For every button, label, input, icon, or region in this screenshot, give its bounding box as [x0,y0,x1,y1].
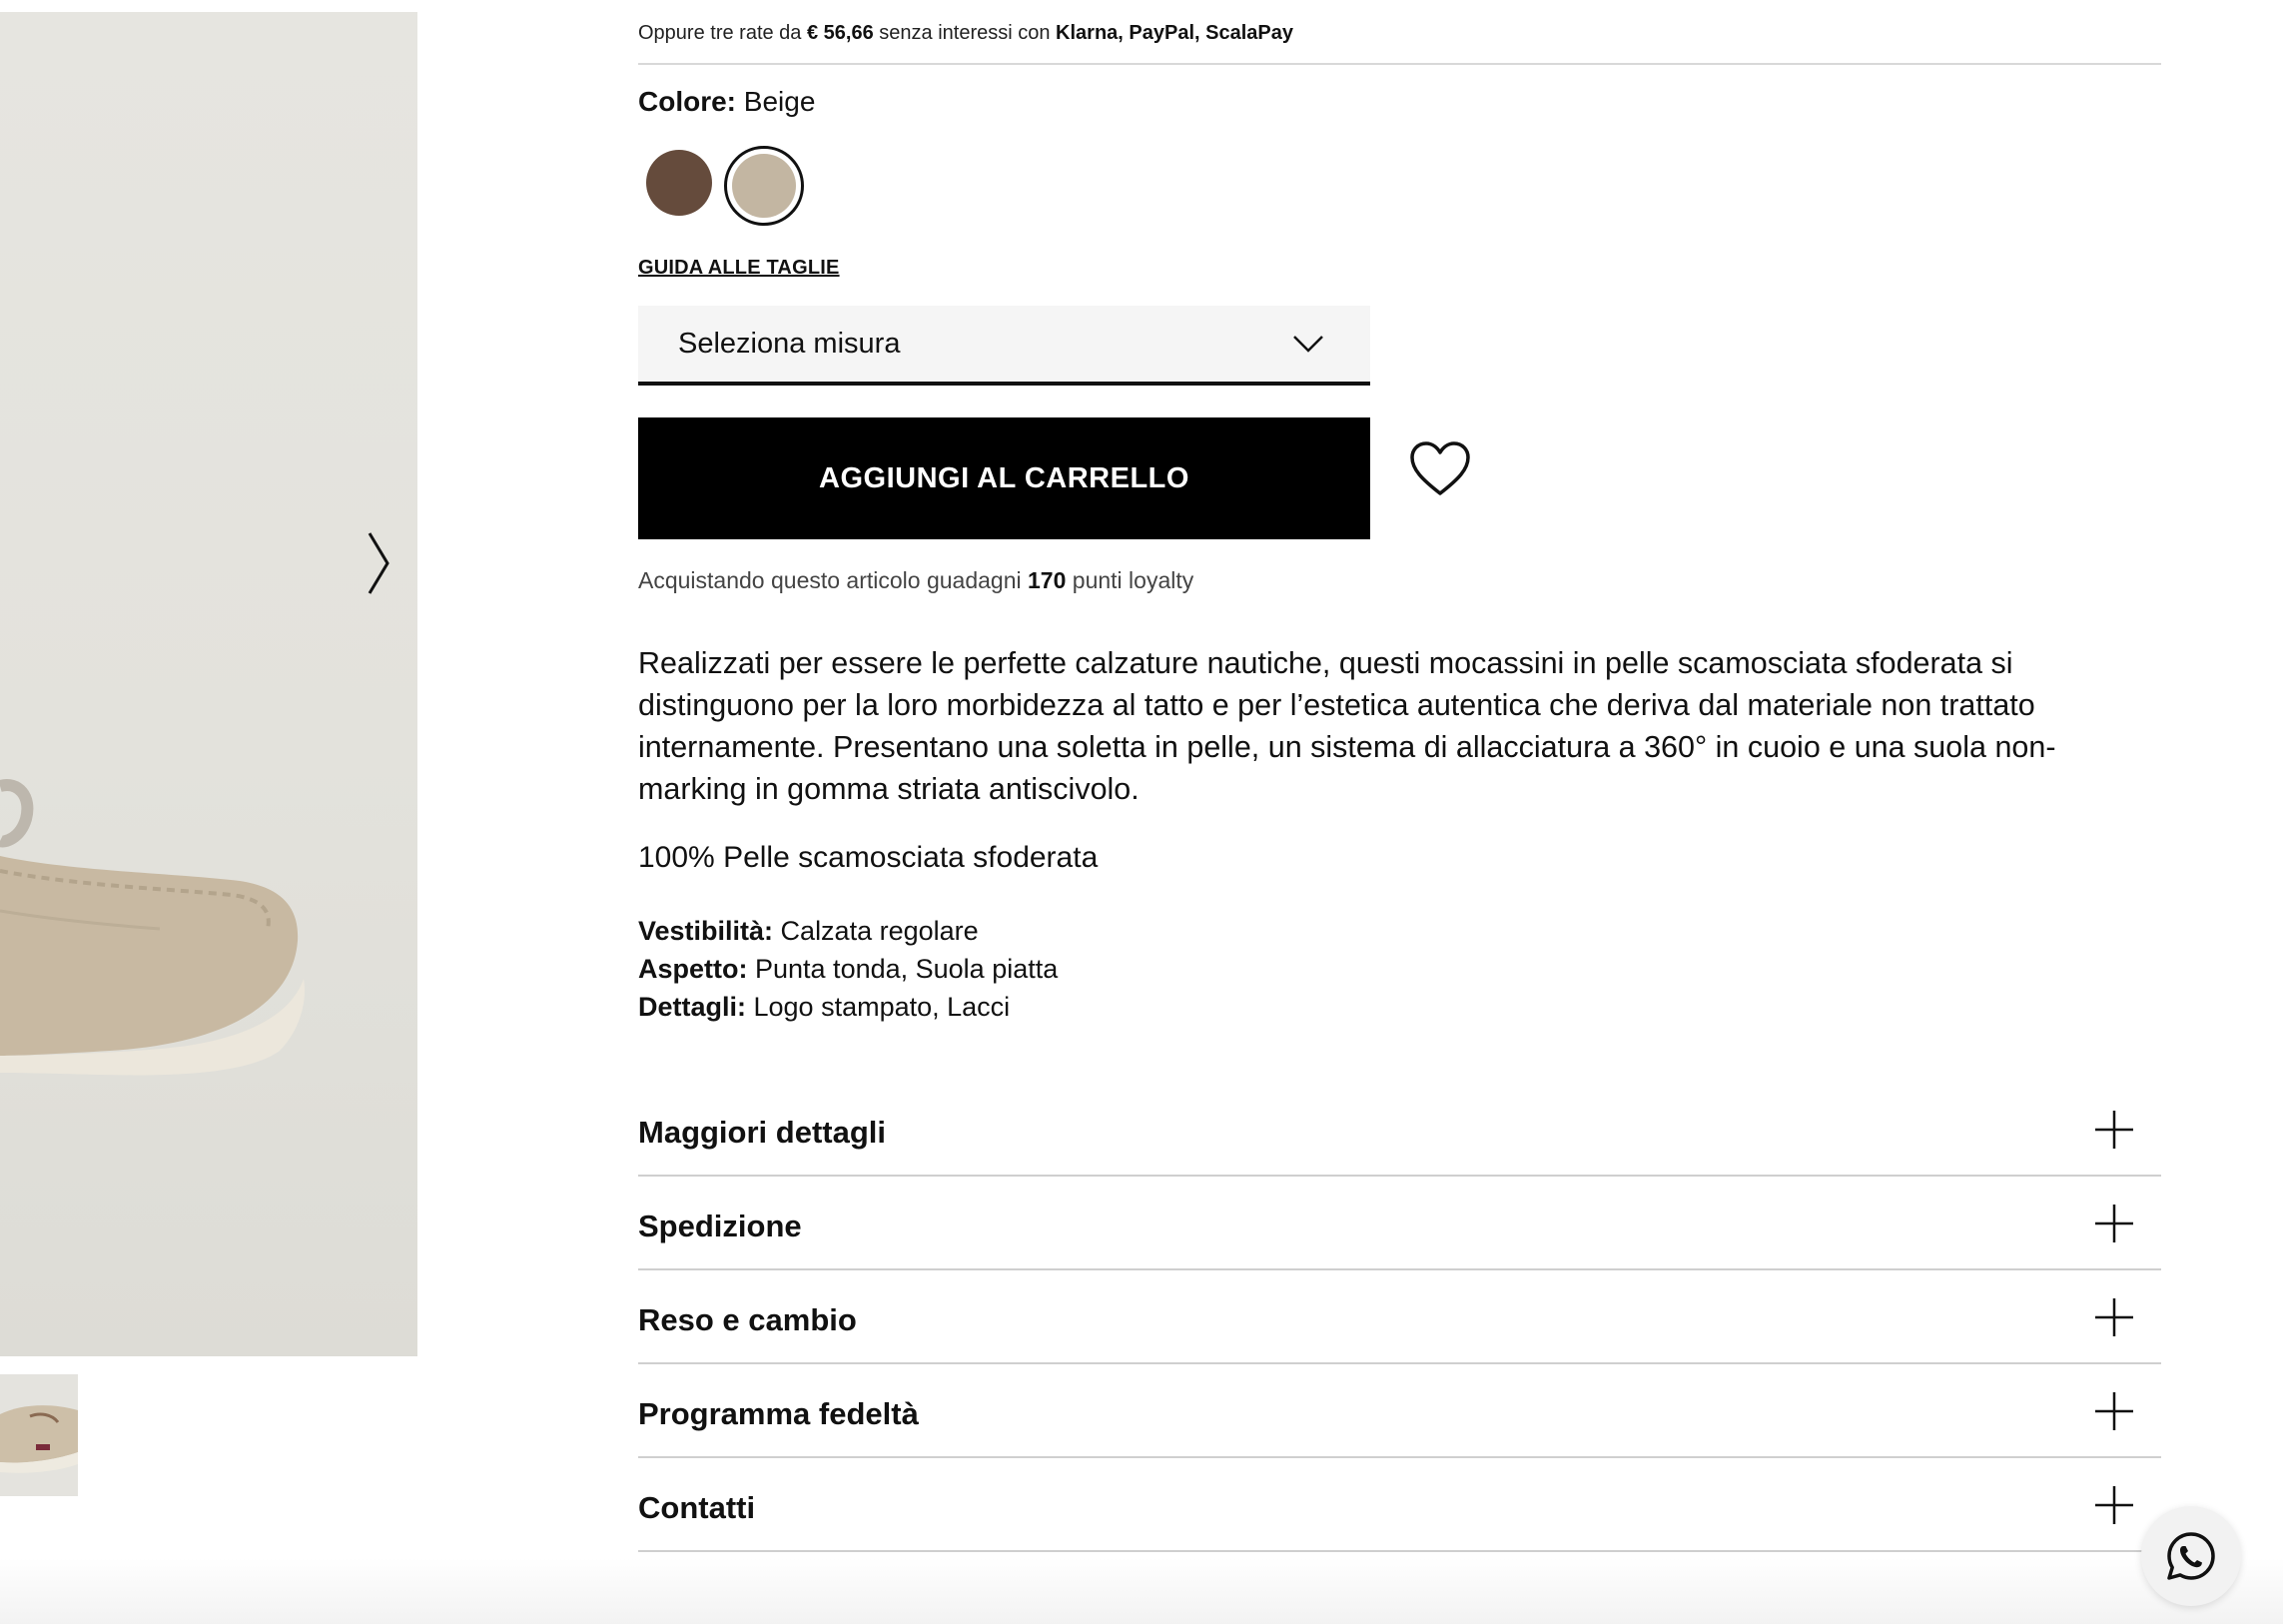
product-description: Realizzati per essere le perfette calzature nautiche, questi mocassini in pelle scamosciata sfoderata si distinguono per la loro morbidezza al tatto e per l’estetica autentica che deriva dal materiale non trattato internamente. Presentano una soletta in pelle, un sistema di allacciatura a 360° in cuoio e una suola non-marking in gomma striata antiscivolo. [638,646,2056,806]
installments-text: Oppure tre rate da € 56,66 senza interessi con Klarna, PayPal, ScalaPay [638,22,1293,44]
whatsapp-chat-button[interactable] [2141,1506,2241,1606]
plus-icon [2093,1109,2135,1151]
accordion-shipping[interactable] [638,1177,2161,1270]
accordion-title: Maggiori dettagli [638,1115,886,1150]
color-value: Beige [743,86,816,117]
thumbnail-image [0,1374,78,1496]
chevron-down-icon [1292,332,1324,356]
product-main-image [0,12,417,1356]
product-thumbnail[interactable] [0,1374,78,1496]
accordion-title: Reso e cambio [638,1302,857,1337]
add-to-cart-button[interactable]: AGGIUNGI AL CARRELLO [638,417,1370,539]
divider [638,63,2161,65]
accordion-title: Spedizione [638,1209,802,1243]
chevron-right-icon[interactable] [356,527,403,599]
plus-icon [2093,1203,2135,1244]
shoe-image [0,12,417,1356]
whatsapp-icon [2165,1530,2217,1582]
spec-row: Vestibilità: Calzata regolare [638,916,979,946]
accordion-contacts[interactable] [638,1458,2161,1552]
size-guide-link[interactable]: GUIDA ALLE TAGLIE [638,257,840,279]
color-swatch-brown[interactable] [646,150,712,216]
product-specs [638,912,1058,1026]
bottom-fade [0,1558,2283,1624]
accordion-title: Contatti [638,1490,756,1525]
size-select[interactable] [638,306,1370,386]
color-swatch-beige[interactable] [724,146,804,226]
loyalty-text: Acquistando questo articolo guadagni 170 punti loyalty [638,567,1194,593]
color-label: Colore: Beige [638,86,816,117]
accordion-title: Programma fedeltà [638,1396,919,1431]
accordion-loyalty-program[interactable] [638,1364,2161,1458]
plus-icon [2093,1390,2135,1432]
accordion-more-details[interactable] [638,1083,2161,1177]
spec-row: Dettagli: Logo stampato, Lacci [638,992,1011,1022]
accordion-returns[interactable] [638,1270,2161,1364]
material-text: 100% Pelle scamosciata sfoderata [638,841,1099,874]
plus-icon [2093,1484,2135,1526]
spec-row: Aspetto: Punta tonda, Suola piatta [638,954,1059,984]
heart-icon[interactable] [1408,439,1472,499]
plus-icon [2093,1296,2135,1338]
size-select-placeholder: Seleziona misura [678,328,901,360]
